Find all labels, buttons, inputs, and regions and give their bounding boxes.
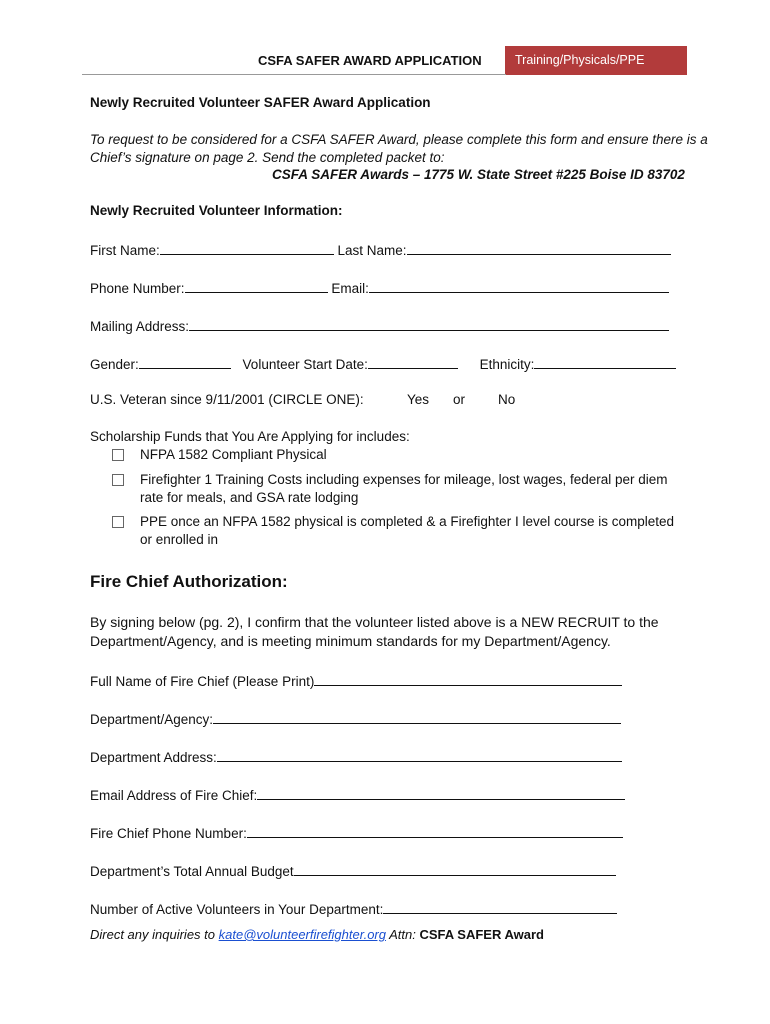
department-address-row bbox=[90, 747, 622, 765]
contact-email-link[interactable]: kate@volunteerfirefighter.org bbox=[218, 927, 386, 942]
department-field[interactable] bbox=[213, 709, 621, 724]
scholarship-option bbox=[112, 513, 682, 549]
scholarship-option-text: NFPA 1582 Compliant Physical bbox=[140, 447, 327, 462]
start-date-field[interactable] bbox=[368, 354, 458, 369]
ethnicity-field[interactable] bbox=[534, 354, 676, 369]
first-name-field[interactable] bbox=[160, 240, 334, 255]
department-address-field[interactable] bbox=[217, 747, 622, 762]
mailing-address-field[interactable] bbox=[189, 316, 669, 331]
first-name-row bbox=[90, 240, 671, 258]
gender-label: Gender: bbox=[90, 357, 139, 372]
document-header-title: CSFA SAFER AWARD APPLICATION bbox=[258, 53, 482, 68]
budget-label: Department’s Total Annual Budget bbox=[90, 864, 294, 879]
mailing-row bbox=[90, 316, 669, 334]
email-label: Email: bbox=[331, 281, 369, 296]
volunteer-info-heading: Newly Recruited Volunteer Information: bbox=[90, 203, 343, 218]
scholarship-checkbox[interactable] bbox=[112, 516, 124, 528]
intro-line-1: To request to be considered for a CSFA SAFER Award, please complete this form and ensure there is a bbox=[90, 132, 708, 147]
award-name: CSFA SAFER Award bbox=[419, 927, 544, 942]
header-category-tab: Training/Physicals/PPE bbox=[505, 46, 687, 75]
chief-phone-label: Fire Chief Phone Number: bbox=[90, 826, 247, 841]
scholarship-option-text: PPE once an NFPA 1582 physical is completed & a Firefighter I level course is completed or enrolled in bbox=[140, 514, 675, 547]
scholarship-option bbox=[112, 471, 692, 507]
active-volunteers-field[interactable] bbox=[383, 899, 617, 914]
department-address-label: Department Address: bbox=[90, 750, 217, 765]
inquiries-prefix: Direct any inquiries to bbox=[90, 927, 219, 942]
chief-email-field[interactable] bbox=[257, 785, 625, 800]
chief-phone-field[interactable] bbox=[247, 823, 623, 838]
budget-row bbox=[90, 861, 616, 879]
veteran-label: U.S. Veteran since 9/11/2001 (CIRCLE ONE): bbox=[90, 392, 364, 407]
authorization-line-1: By signing below (pg. 2), I confirm that the volunteer listed above is a NEW RECRUIT to the bbox=[90, 614, 659, 630]
chief-name-row bbox=[90, 671, 622, 689]
phone-field[interactable] bbox=[185, 278, 328, 293]
mailing-address-label: Mailing Address: bbox=[90, 319, 190, 334]
phone-label: Phone Number: bbox=[90, 281, 185, 296]
chief-email-label: Email Address of Fire Chief: bbox=[90, 788, 258, 803]
ethnicity-label: Ethnicity: bbox=[479, 357, 535, 372]
start-date-label: Volunteer Start Date: bbox=[242, 357, 368, 372]
form-heading: Newly Recruited Volunteer SAFER Award Application bbox=[90, 95, 431, 110]
email-field[interactable] bbox=[369, 278, 669, 293]
active-volunteers-label: Number of Active Volunteers in Your Department: bbox=[90, 902, 384, 917]
authorization-line-2: Department/Agency, and is meeting minimum standards for my Department/Agency. bbox=[90, 633, 611, 649]
last-name-label: Last Name: bbox=[337, 243, 407, 258]
header-rule bbox=[82, 74, 506, 75]
intro-line-2: Chief’s signature on page 2. Send the completed packet to: bbox=[90, 150, 445, 165]
veteran-or-text: or bbox=[453, 392, 466, 407]
scholarship-label: Scholarship Funds that You Are Applying for includes: bbox=[90, 429, 410, 444]
chief-full-name-label: Full Name of Fire Chief (Please Print) bbox=[90, 674, 315, 689]
first-name-label: First Name: bbox=[90, 243, 160, 258]
inquiries-line bbox=[90, 927, 544, 942]
scholarship-option-text: Firefighter 1 Training Costs including expenses for mileage, lost wages, federal per diem rate for meals, and GSA rate lodging bbox=[140, 472, 668, 505]
scholarship-option bbox=[112, 446, 692, 464]
scholarship-checkbox[interactable] bbox=[112, 449, 124, 461]
department-label: Department/Agency: bbox=[90, 712, 214, 727]
mailing-destination: CSFA SAFER Awards – 1775 W. State Street #225 Boise ID 83702 bbox=[272, 167, 685, 182]
scholarship-checkbox[interactable] bbox=[112, 474, 124, 486]
demographics-row bbox=[90, 354, 676, 372]
attn-text: Attn: bbox=[385, 927, 420, 942]
chief-phone-row bbox=[90, 823, 623, 841]
veteran-yes-option[interactable]: Yes bbox=[407, 392, 430, 407]
budget-field[interactable] bbox=[294, 861, 616, 876]
chief-email-row bbox=[90, 785, 625, 803]
volunteers-row bbox=[90, 899, 617, 917]
last-name-field[interactable] bbox=[407, 240, 671, 255]
chief-full-name-field[interactable] bbox=[314, 671, 622, 686]
veteran-no-option[interactable]: No bbox=[498, 392, 516, 407]
phone-email-row bbox=[90, 278, 669, 296]
chief-authorization-heading: Fire Chief Authorization: bbox=[90, 572, 288, 591]
department-row bbox=[90, 709, 621, 727]
gender-field[interactable] bbox=[139, 354, 231, 369]
